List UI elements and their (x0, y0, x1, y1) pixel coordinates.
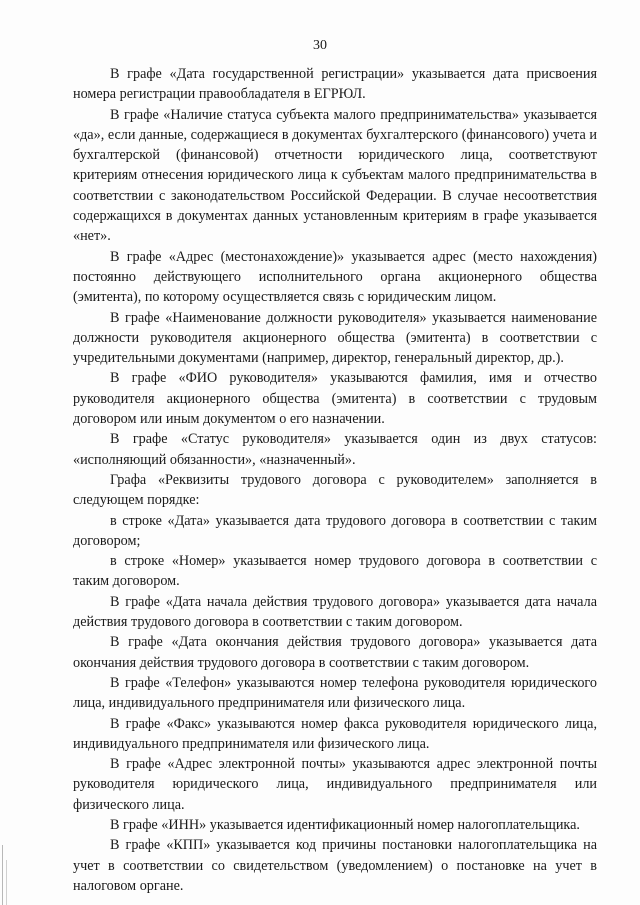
paragraph-email: В графе «Адрес электронной почты» указываются адрес электронной почты руководителя юридического лица, индивидуального предпринимателя или физического лица. (73, 756, 597, 813)
paragraph-small-business-status: В графе «Наличие статуса субъекта малого предпринимательства» указывается «да», если данные, содержащиеся в документах бухгалтерского (финансового) учета и бухгалтерской (финансовой) отчетности юридического лица, соответствуют критериям отнесения юридического лица к субъектам малого предпринимательства в соответствии с законодательством Российской Федерации. В случае несоответствия содержащихся в документах данных установленным критериям в графе указывается «нет». (73, 106, 597, 245)
paragraph-contract-details: Графа «Реквизиты трудового договора с руководителем» заполняется в следующем порядке: (73, 471, 597, 509)
paragraph-contract-start: В графе «Дата начала действия трудового договора» указывается дата начала действия трудового договора в соответствии с таким договором. (73, 593, 597, 631)
paragraph-contract-end: В графе «Дата окончания действия трудового договора» указывается дата окончания действия трудового договора в соответствии с таким договором. (73, 634, 597, 671)
body-text (73, 64, 597, 896)
paragraph-kpp: В графе «КПП» указывается код причины постановки налогоплательщика на учет в соответствии со свидетельством (уведомлением) о постановке на учет в налоговом органе. (73, 837, 597, 894)
paragraph-head-name: В графе «ФИО руководителя» указываются фамилия, имя и отчество руководителя акционерного общества (эмитента) в соответствии с трудовым договором или иным документом о его назначении. (73, 370, 597, 428)
paragraph-inn: В графе «ИНН» указывается идентификационный номер налогоплательщика. (110, 816, 580, 833)
paragraph-head-status: В графе «Статус руководителя» указывается один из двух статусов: «исполняющий обязанности», «назначенный». (73, 431, 597, 468)
paragraph-registration-date: В графе «Дата государственной регистрации» указывается дата присвоения номера регистрации правообладателя в ЕГРЮЛ. (73, 66, 597, 103)
page-number: 30 (313, 38, 327, 53)
paragraph-contract-number-row: в строке «Номер» указывается номер трудового договора в соответствии с таким договором. (73, 553, 597, 590)
paragraph-address: В графе «Адрес (местонахождение)» указывается адрес (место нахождения) постоянно действующего исполнительного органа акционерного общества (эмитента), по которому осуществляется связь с юридическим лицом. (73, 248, 597, 306)
paragraph-head-position: В графе «Наименование должности руководителя» указывается наименование должности руководителя акционерного общества (эмитента) в соответствии с учредительными документами (например, директор, генеральный директор, др.). (73, 309, 597, 367)
scan-edge-line (2, 845, 3, 905)
paragraph-fax: В графе «Факс» указываются номер факса руководителя юридического лица, индивидуального предпринимателя или физического лица. (73, 715, 597, 752)
scan-edge-line (6, 860, 7, 905)
paragraph-phone: В графе «Телефон» указываются номер телефона руководителя юридического лица, индивидуального предпринимателя или физического лица. (73, 674, 597, 712)
paragraph-contract-date-row: в строке «Дата» указывается дата трудового договора в соответствии с таким договором; (73, 512, 597, 549)
